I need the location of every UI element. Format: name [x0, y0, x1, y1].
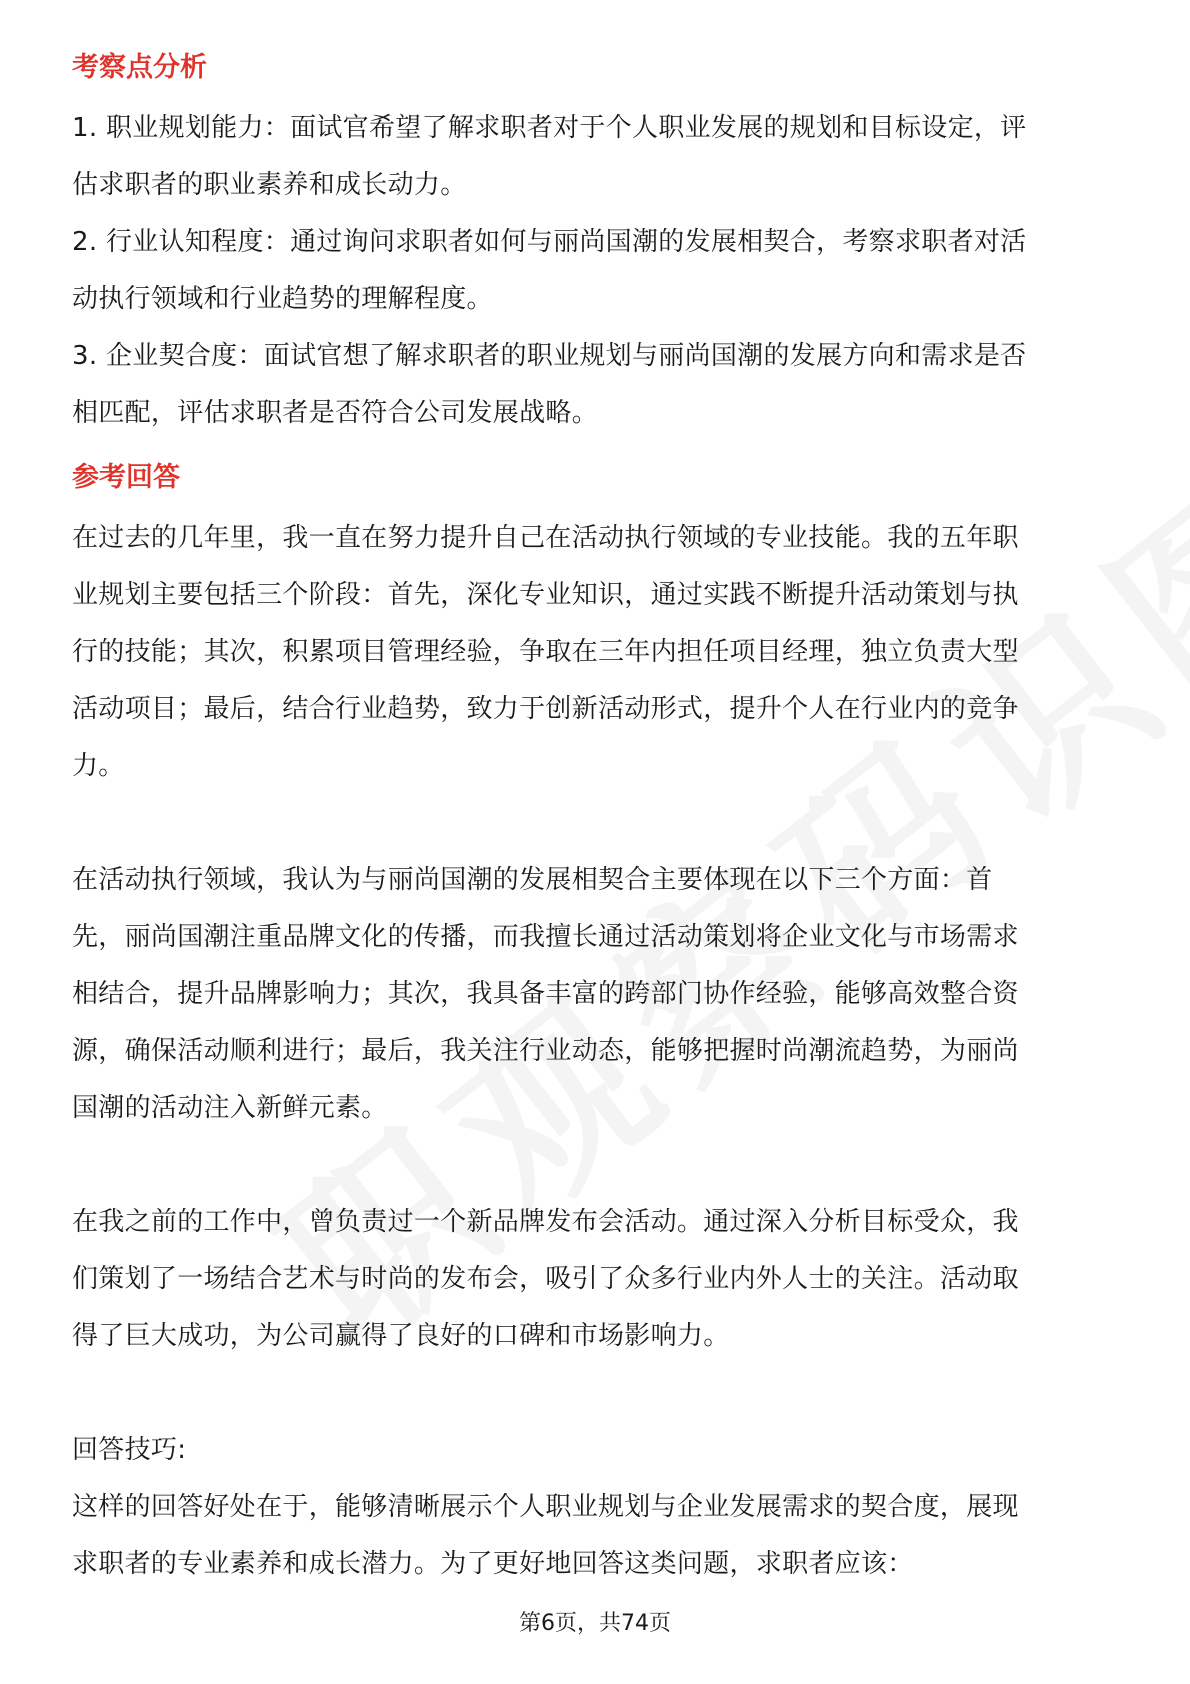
tips-paragraph: [72, 1479, 1118, 1593]
answer-line: 在过去的几年里，我一直在努力提升自己在活动执行领域的专业技能。我的五年职: [72, 523, 1019, 553]
answer-line: 先，丽尚国潮注重品牌文化的传播，而我擅长通过活动策划将企业文化与市场需求: [72, 922, 1019, 952]
analysis-line: 3. 企业契合度：面试官想了解求职者的职业规划与丽尚国潮的发展方向和需求是否: [72, 341, 1027, 371]
answer-paragraph-1: [72, 510, 1118, 795]
answer-line: 在活动执行领域，我认为与丽尚国潮的发展相契合主要体现在以下三个方面：首: [72, 865, 993, 895]
answer-line: 业规划主要包括三个阶段：首先，深化专业知识，通过实践不断提升活动策划与执: [72, 580, 1019, 610]
analysis-list: [72, 100, 1118, 442]
analysis-heading: 考察点分析: [72, 52, 207, 83]
analysis-line: 1. 职业规划能力：面试官希望了解求职者对于个人职业发展的规划和目标设定，评: [72, 113, 1027, 143]
analysis-line: 动执行领域和行业趋势的理解程度。: [72, 284, 493, 314]
answer-line: 在我之前的工作中，曾负责过一个新品牌发布会活动。通过深入分析目标受众，我: [72, 1207, 1019, 1237]
analysis-line: 2. 行业认知程度：通过询问求职者如何与丽尚国潮的发展相契合，考察求职者对活: [72, 227, 1027, 257]
analysis-line: 相匹配，评估求职者是否符合公司发展战略。: [72, 398, 599, 428]
tips-line: 求职者的专业素养和成长潜力。为了更好地回答这类问题，求职者应该：: [72, 1549, 914, 1579]
answer-line: 活动项目；最后，结合行业趋势，致力于创新活动形式，提升个人在行业内的竞争: [72, 694, 1019, 724]
answer-line: 力。: [72, 751, 125, 781]
answer-line: 源，确保活动顺利进行；最后，我关注行业动态，能够把握时尚潮流趋势，为丽尚: [72, 1036, 1019, 1066]
tips-label: 回答技巧:: [72, 1435, 187, 1465]
answer-paragraph-2: [72, 852, 1118, 1137]
answer-line: 行的技能；其次，积累项目管理经验，争取在三年内担任项目经理，独立负责大型: [72, 637, 1019, 667]
answer-line: 们策划了一场结合艺术与时尚的发布会，吸引了众多行业内外人士的关注。活动取: [72, 1264, 1019, 1294]
tips-line: 这样的回答好处在于，能够清晰展示个人职业规划与企业发展需求的契合度，展现: [72, 1492, 1019, 1522]
answer-line: 相结合，提升品牌影响力；其次，我具备丰富的跨部门协作经验，能够高效整合资: [72, 979, 1019, 1009]
answer-heading: 参考回答: [72, 462, 180, 493]
answer-line: 国潮的活动注入新鲜元素。: [72, 1093, 388, 1123]
page-content: [72, 46, 1118, 1593]
page-number: 第6页，共74页: [519, 1611, 671, 1636]
answer-paragraph-3: [72, 1194, 1118, 1365]
answer-line: 得了巨大成功，为公司赢得了良好的口碑和市场影响力。: [72, 1321, 730, 1351]
analysis-line: 估求职者的职业素养和成长动力。: [72, 170, 467, 200]
